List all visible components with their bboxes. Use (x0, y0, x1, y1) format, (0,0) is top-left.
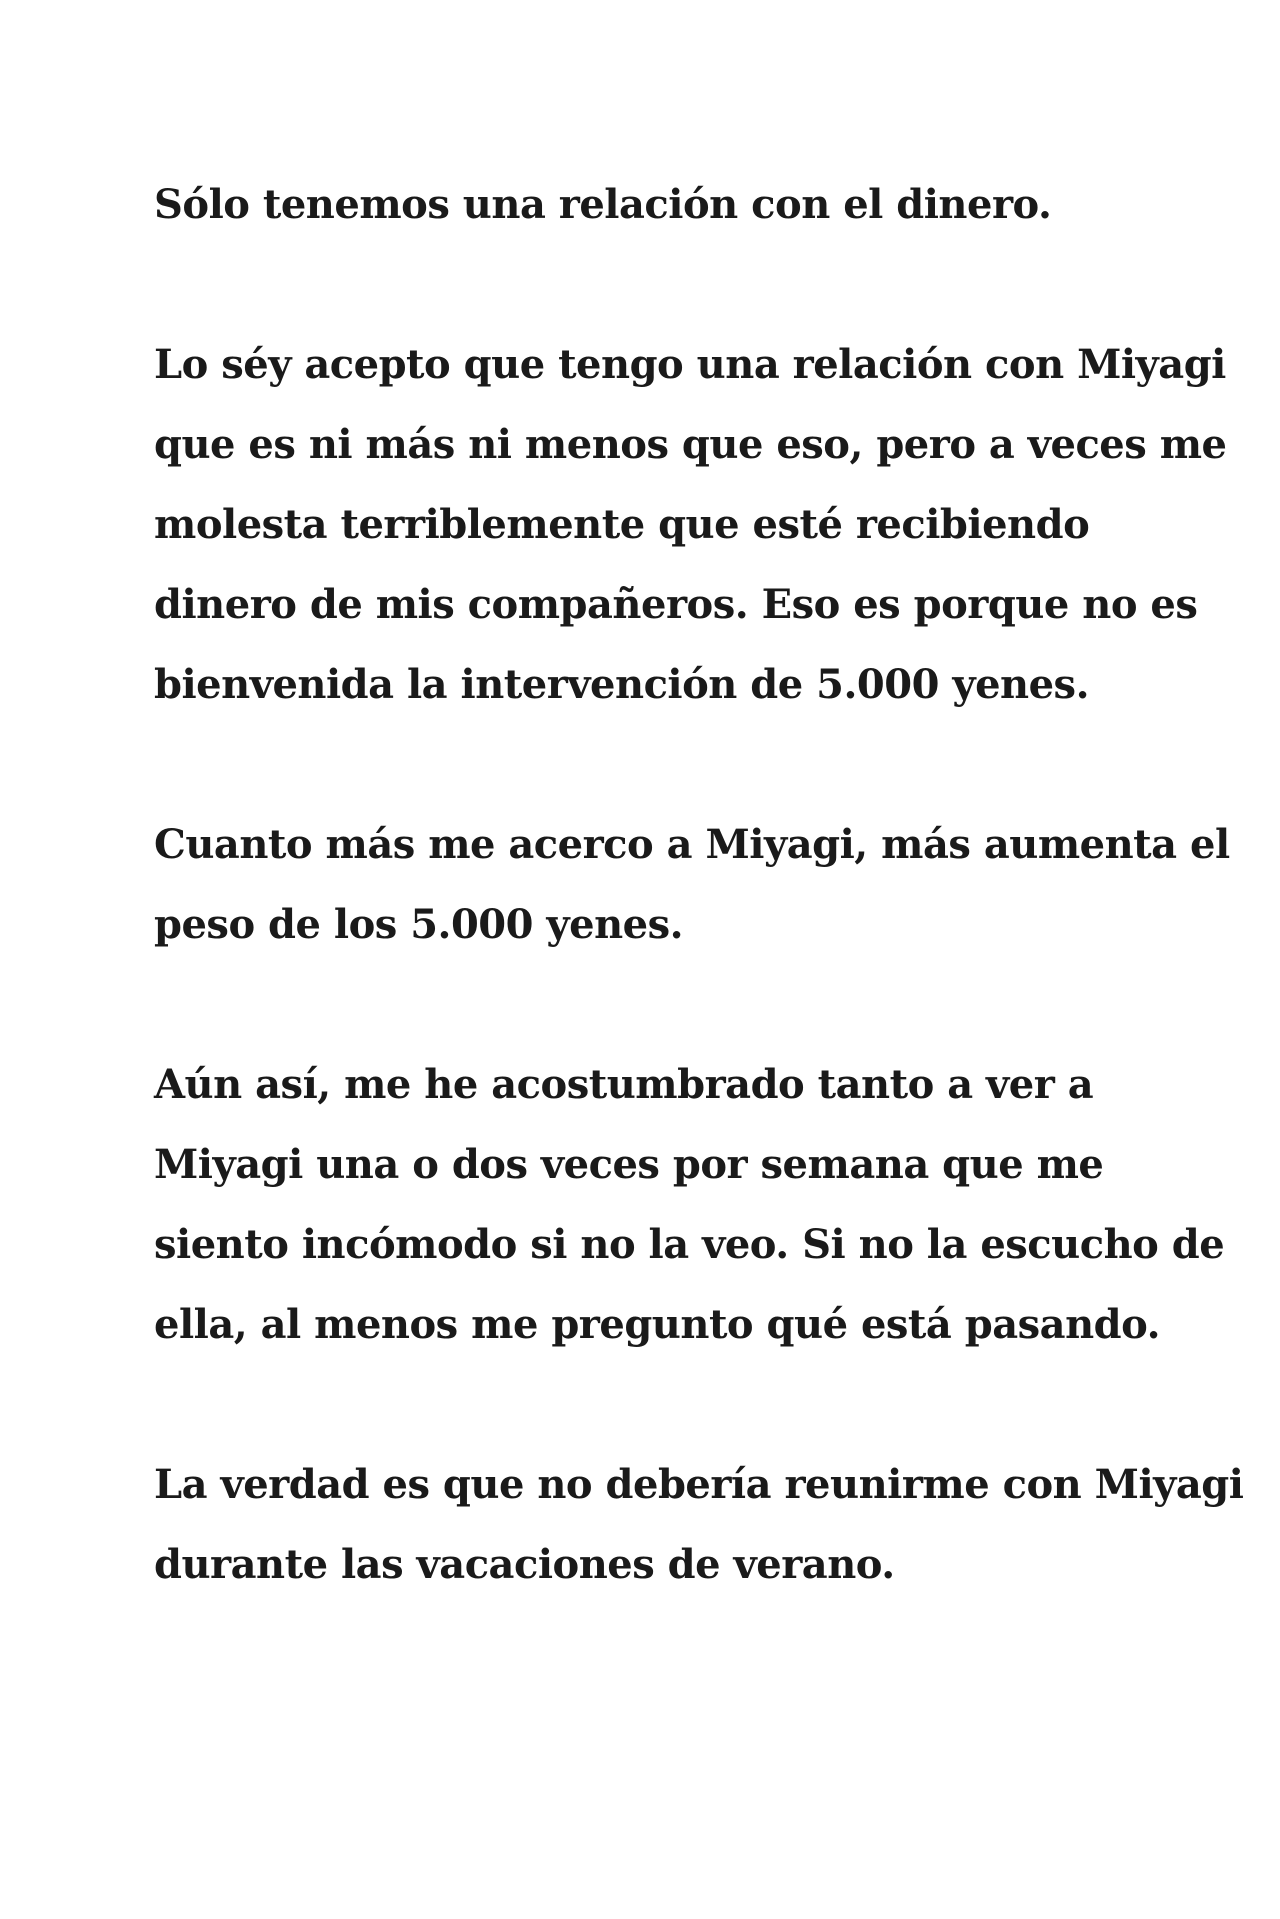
paragraph (154, 165, 1144, 245)
text-line: dinero de mis compañeros. Eso es porque no es (154, 581, 1198, 628)
paragraph (154, 1045, 1225, 1365)
text-line: Miyagi una o dos veces por semana que me (154, 1141, 1104, 1188)
text-line: que es ni más ni menos que eso, pero a veces me (154, 421, 1227, 468)
text-line: molesta terriblemente que esté recibiendo (154, 501, 1090, 548)
text-line: ella, al menos me pregunto qué está pasando. (154, 1301, 1161, 1348)
text-line: La verdad es que no debería reunirme con Miyagi (154, 1461, 1244, 1508)
text-line: Cuanto más me acerco a Miyagi, más aumenta el (154, 821, 1230, 868)
body-text (154, 165, 1244, 1685)
text-line: Lo séy acepto que tengo una relación con Miyagi (154, 341, 1226, 388)
paragraph (154, 325, 1227, 725)
text-line: peso de los 5.000 yenes. (154, 901, 684, 948)
text-line: Sólo tenemos una relación con el dinero. (154, 181, 1052, 228)
text-line: Aún así, me he acostumbrado tanto a ver a (154, 1061, 1094, 1108)
paragraph (154, 805, 1230, 965)
paragraph (154, 1445, 1244, 1605)
text-line: siento incómodo si no la veo. Si no la escucho de (154, 1221, 1225, 1268)
text-line: bienvenida la intervención de 5.000 yenes. (154, 661, 1089, 708)
text-line: durante las vacaciones de verano. (154, 1541, 895, 1588)
